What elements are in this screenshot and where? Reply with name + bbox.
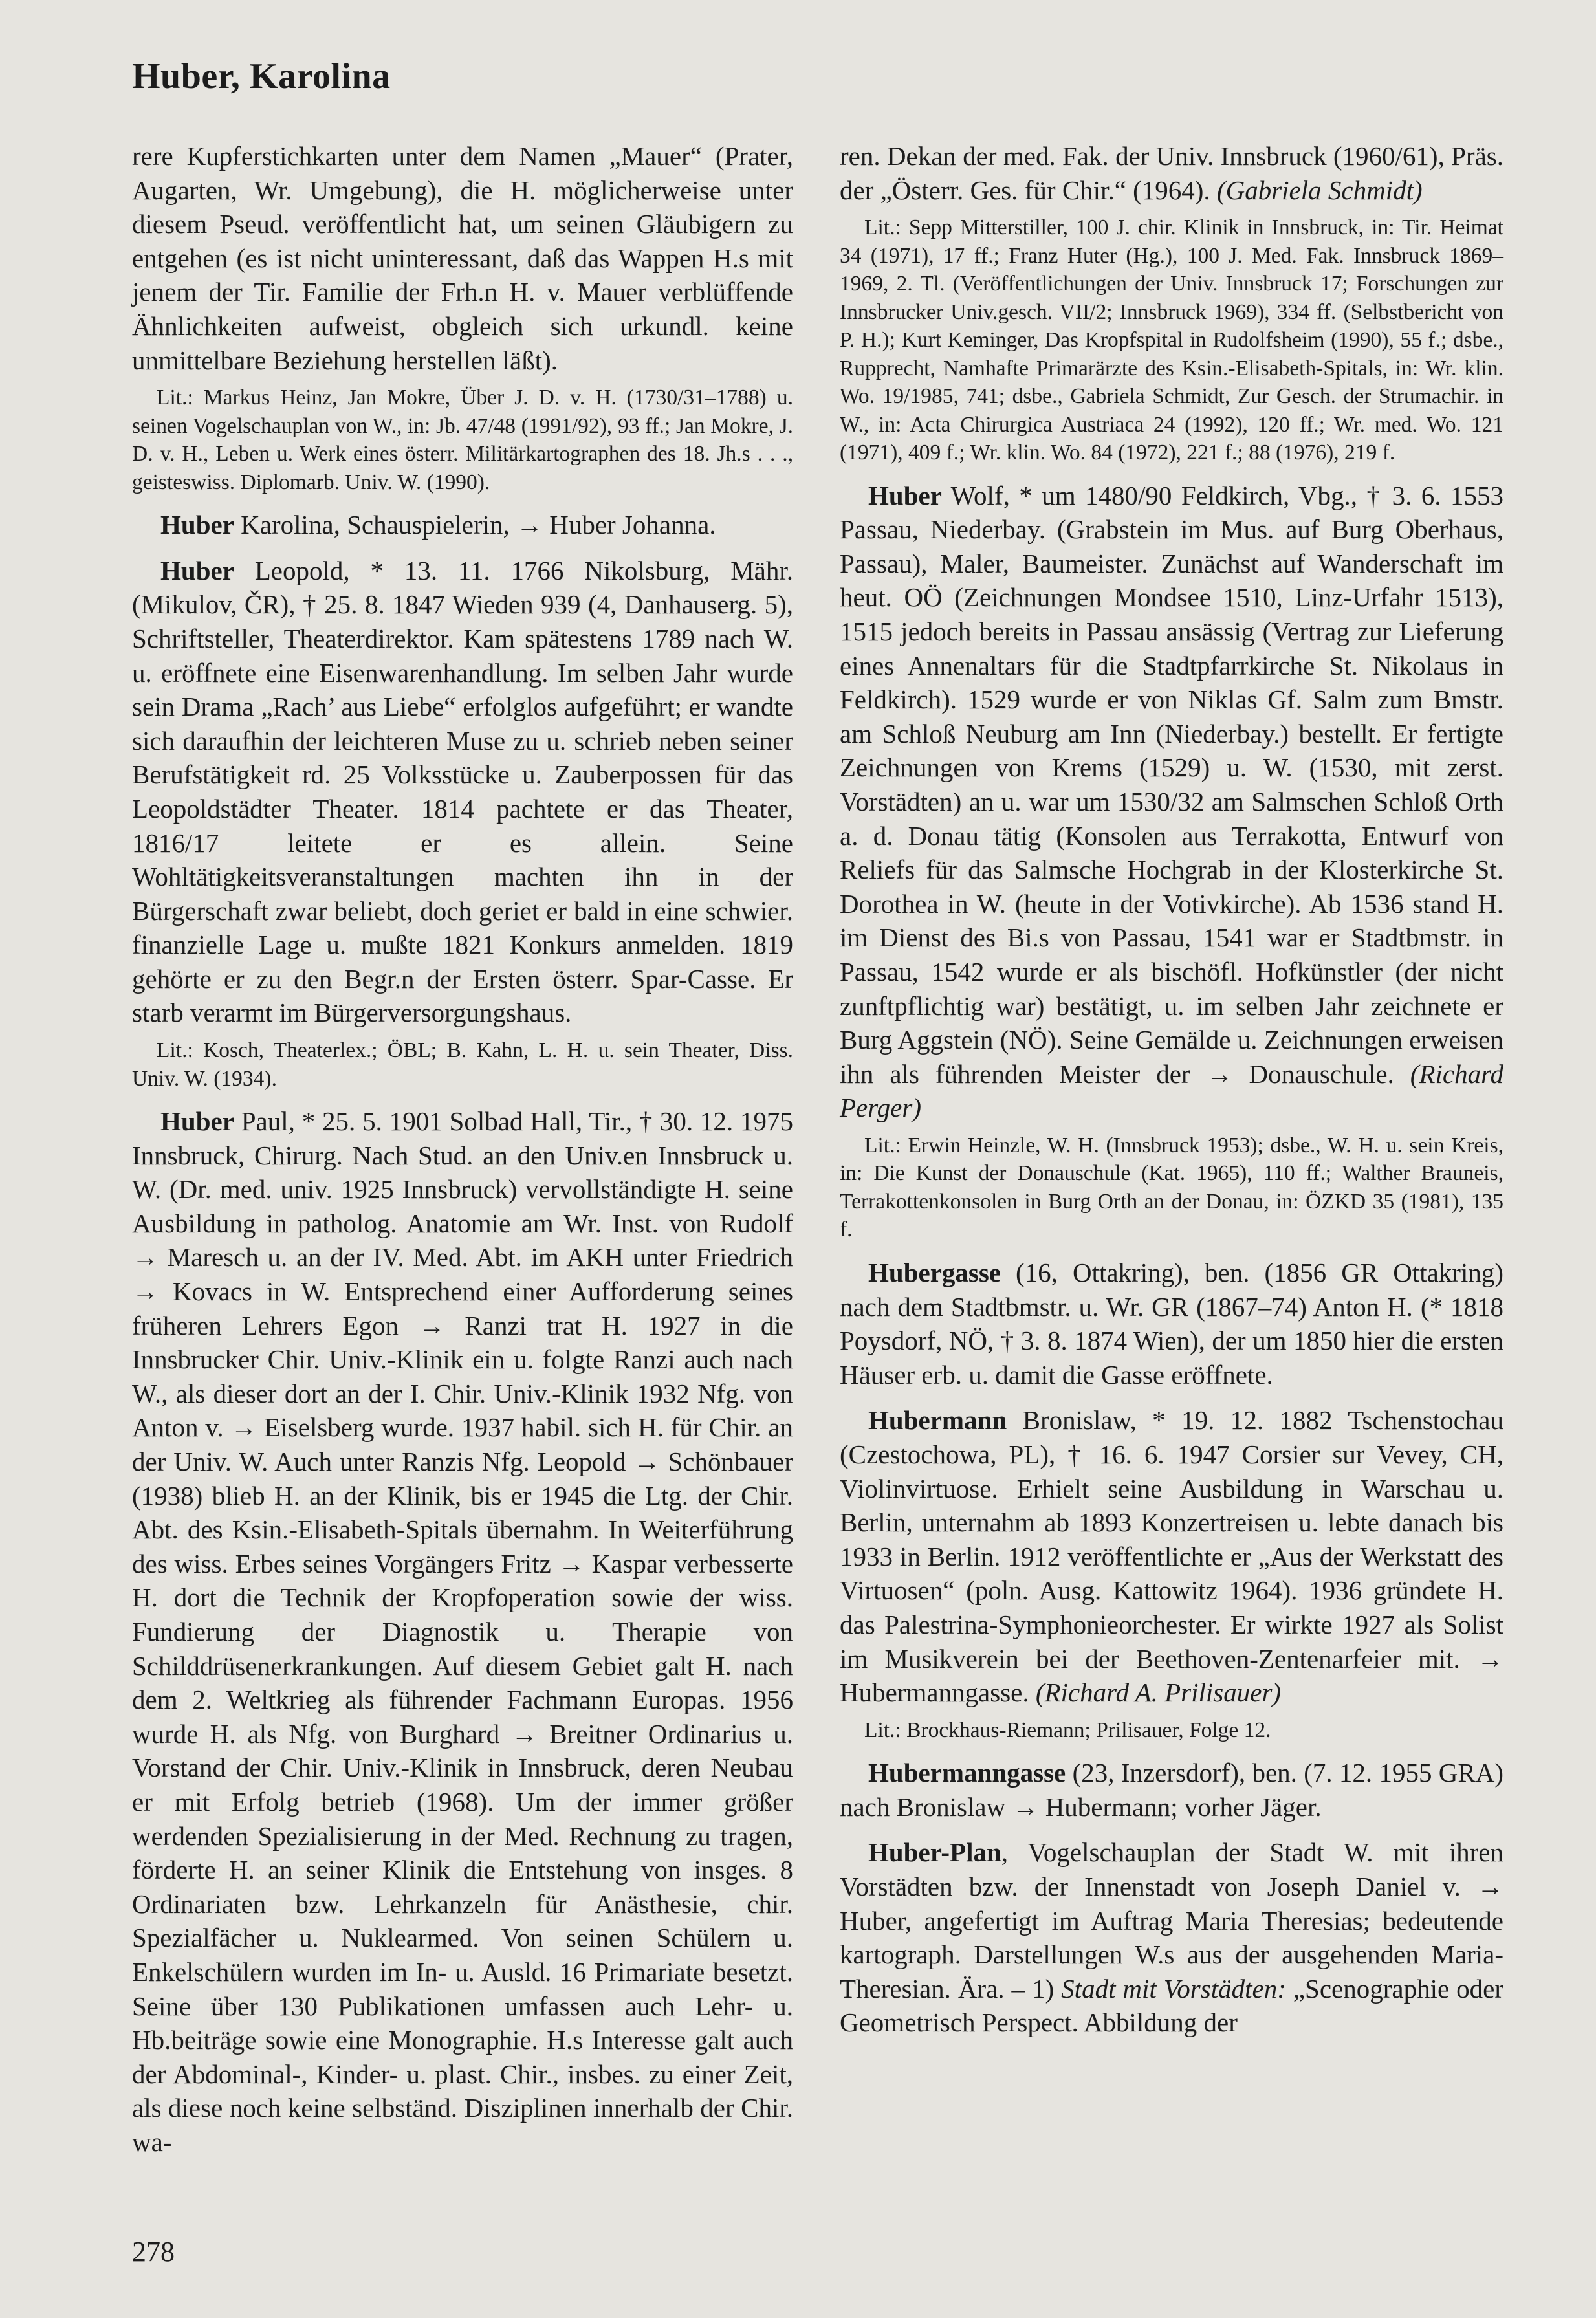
entry-text: ren. Dekan der med. Fak. der Univ. Innsbruck (1960/61), Präs. der „Österr. Ges. für Chir.“ (1964). xyxy=(840,141,1503,205)
right-column xyxy=(840,139,1503,2040)
left-column xyxy=(132,139,793,2159)
entry-headword: Hubergasse xyxy=(868,1257,1001,1287)
entry-huber-leopold xyxy=(132,554,793,1030)
literature-note: Lit.: Kosch, Theaterlex.; ÖBL; B. Kahn, L. H. u. sein Theater, Diss. Univ. W. (1934). xyxy=(132,1038,793,1091)
entry-text: , Vogelschauplan der Stadt W. mit ihren Vorstädten bzw. der Innenstadt von Joseph Daniel v. → Huber, angefertigt im Auftrag Maria Theresias; bedeutende kartograph. Darstellungen W.s aus der ausgehenden Maria-Theresian. Ära. – 1) xyxy=(840,1837,1503,2004)
entry-headword: Huber xyxy=(160,1106,234,1137)
literature-note: Lit.: Erwin Heinzle, W. H. (Innsbruck 1953); dsbe., W. H. u. sein Kreis, in: Die Kunst der Donauschule (Kat. 1965), 110 ff.; Walther Brauneis, Terrakottenkonsolen in Burg Orth an der Donau, in: ÖZKD 35 (1981), 135 f. xyxy=(840,1133,1503,1242)
author-signature: (Richard Perger) xyxy=(840,1058,1504,1123)
literature-note: Lit.: Brockhaus-Riemann; Prilisauer, Folge 12. xyxy=(864,1718,1271,1742)
entry-text: Leopold, * 13. 11. 1766 Nikolsburg, Mähr. (Mikulov, ČR), † 25. 8. 1847 Wieden 939 (4, Danhauserg. 5), Schriftsteller, Theaterdirektor. Kam spätestens 1789 nach W. u. eröffnete eine Eisenwarenhandlung. Im selben Jahr wurde sein Drama „Rach’ aus Liebe“ erfolglos aufgeführt; er wandte sich daraufhin der leichteren Muse zu u. schrieb neben seiner Berufstätigkeit rd. 25 Volksstücke u. Zauberpossen für das Leopoldstädter Theater. 1814 pachtete er das Theater, 1816/17 leitete er es allein. Seine Wohltätigkeitsveranstaltungen machten ihn in der Bürgerschaft zwar beliebt, doch geriet er bald in eine schwier. finanzielle Lage u. mußte 1821 Konkurs anmelden. 1819 gehörte er zu den Begr.n der Ersten österr. Spar-Casse. Er starb verarmt im Bürgerversorgungshaus. xyxy=(132,555,793,1028)
entry-huber-wolf xyxy=(840,479,1503,1125)
entry-huber-paul xyxy=(132,1104,793,2159)
entry-text: Karolina, Schauspielerin, → Huber Johanna. xyxy=(234,510,716,540)
entry-hubermann xyxy=(840,1403,1503,1709)
entry-text: Paul, * 25. 5. 1901 Solbad Hall, Tir., † 30. 12. 1975 Innsbruck, Chirurg. Nach Stud. an den Univ.en Innsbruck u. W. (Dr. med. univ. 1925 Innsbruck) vervollständigte H. seine Ausbildung in patholog. Anatomie am Wr. Inst. von Rudolf → Maresch u. an der IV. Med. Abt. im AKH unter Friedrich → Kovacs in W. Entsprechend einer Aufforderung seines früheren Lehrers Egon → Ranzi trat H. 1927 in die Innsbrucker Chir. Univ.-Klinik ein u. folgte Ranzi auch nach W., als dieser dort an der I. Chir. Univ.-Klinik 1932 Nfg. von Anton v. → Eiselsberg wurde. 1937 habil. sich H. für Chir. an der Univ. W. Auch unter Ranzis Nfg. Leopold → Schönbauer (1938) blieb H. an der Klinik, bis er 1945 die Ltg. der Chir. Abt. des Ksin.-Elisabeth-Spitals übernahm. In Weiterführung des wiss. Erbes seines Vorgängers Fritz → Kaspar verbesserte H. dort die Technik der Kropfoperation sowie der wiss. Fundierung der Diagnostik u. Therapie von Schilddrüsenerkrankungen. Auf diesem Gebiet galt H. nach dem 2. Weltkrieg als führender Fachmann Europas. 1956 wurde H. als Nfg. von Burghard → Breitner Ordinarius u. Vorstand der Chir. Univ.-Klinik in Innsbruck, deren Neubau er mit Erfolg betrieb (1968). Um der immer größer werdenden Spezialisierung in der Med. Rechnung zu tragen, förderte H. an seiner Klinik die Entstehung von insges. 8 Ordinariaten bzw. Lehrkanzeln für Anästhesie, chir. Spezialfächer u. Nuklearmed. Von seinen Schülern u. Enkelschülern wurden im In- u. Ausld. 16 Primariate besetzt. Seine über 130 Publikationen umfassen auch Lehr- u. Hb.beiträge sowie eine Monographie. H.s Interesse galt auch der Abdominal-, Kinder- u. plast. Chir., insbes. zu einer Zeit, als diese noch keine selbständ. Disziplinen innerhalb der Chir. wa- xyxy=(132,1106,793,2157)
entry-huber-plan xyxy=(840,1835,1503,2040)
entry-headword: Huber xyxy=(868,480,942,510)
entry-text: (23, Inzersdorf), ben. (7. 12. 1955 GRA) nach Bronislaw → Hubermann; vorher Jäger. xyxy=(840,1758,1503,1822)
entry-headword: Huber xyxy=(160,555,234,585)
entry-headword: Hubermann xyxy=(868,1405,1007,1436)
entry-continuation: rere Kupferstichkarten unter dem Namen „Mauer“ (Prater, Augarten, Wr. Umgebung), die H. möglicherweise unter diesem Pseud. veröffentlicht hat, um seinen Gläubigern zu entgehen (es ist nicht uninteressant, daß das Wappen H.s mit jenem der Tir. Familie der Frh.n H. v. Mauer verblüffende Ähnlichkeiten aufweist, obgleich sich urkundl. keine unmittelbare Beziehung herstellen läßt). xyxy=(132,141,793,375)
entry-text: Bronislaw, * 19. 12. 1882 Tschenstochau (Czestochowa, PL), † 16. 6. 1947 Corsier sur Vevey, CH, Violinvirtuose. Erhielt seine Ausbildung in Warschau u. Berlin, unternahm ab 1893 Konzertreisen u. lebte danach bis 1933 in Berlin. 1912 veröffentlichte er „Aus der Werkstatt des Virtuosen“ (poln. Ausg. Kattowitz 1964). 1936 gründete H. das Palestrina-Symphonieorchester. Er wirkte 1927 als Solist im Musikverein bei der Beethoven-Zentenarfeier mit. → Hubermanngasse. xyxy=(840,1405,1503,1708)
page-number: 278 xyxy=(132,2236,175,2268)
entry-text: „Scenographie oder Geometrisch Perspect. Abbildung der xyxy=(840,1973,1504,2038)
entry-continuation xyxy=(840,139,1503,207)
entry-headword: Hubermanngasse xyxy=(868,1758,1066,1788)
author-signature: (Richard A. Prilisauer) xyxy=(1035,1678,1282,1708)
section-subtitle: Stadt mit Vorstädten: xyxy=(1061,1973,1286,2004)
entry-hubergasse xyxy=(840,1256,1503,1392)
literature-note: Lit.: Sepp Mitterstiller, 100 J. chir. Klinik in Innsbruck, in: Tir. Heimat 34 (1971), 17 ff.; Franz Huter (Hg.), 100 J. Med. Fak. Innsbruck 1869–1969, 2. Tl. (Veröffentlichungen der Univ. Innsbruck 17; Forschungen zur Innsbrucker Univ.gesch. VII/2; Innsbruck 1969), 334 ff. (Selbstbericht von P. H.); Kurt Keminger, Das Kropfspital in Rudolfsheim (1990), 55 f.; dsbe., Rupprecht, Namhafte Primarärzte des Ksin.-Elisabeth-Spitals, in: Wr. klin. Wo. 19/1985, 741; dsbe., Gabriela Schmidt, Zur Gesch. der Strumachir. in W., in: Acta Chirurgica Austriaca 24 (1992), 120 ff.; Wr. med. Wo. 121 (1971), 409 f.; Wr. klin. Wo. 84 (1972), 221 f.; 88 (1976), 219 f. xyxy=(840,215,1503,465)
running-head: Huber, Karolina xyxy=(132,56,391,96)
entry-headword: Huber-Plan xyxy=(868,1837,1001,1868)
entry-hubermanngasse xyxy=(840,1756,1503,1824)
author-signature: (Gabriela Schmidt) xyxy=(1216,175,1423,205)
entry-text: Wolf, * um 1480/90 Feldkirch, Vbg., † 3. 6. 1553 Passau, Niederbay. (Grabstein im Mus. auf Burg Oberhaus, Passau), Maler, Baumeister. Zunächst auf Wanderschaft im heut. OÖ (Zeichnungen Mondsee 1510, Linz-Urfahr 1513), 1515 jedoch bereits in Passau ansässig (Vertrag zur Lieferung eines Annenaltars für die Stadtpfarrkirche St. Nikolaus in Feldkirch). 1529 wurde er von Niklas Gf. Salm zum Bmstr. am Schloß Neuburg am Inn (Niederbay.) bestellt. Er fertigte Zeichnungen von Krems (1529) u. W. (1530, mit zerst. Vorstädten) an u. war um 1530/32 am Salmschen Schloß Orth a. d. Donau tätig (Konsolen aus Terrakotta, Entwurf von Reliefs für das Salmsche Hochgrab in der Klosterkirche St. Dorothea in W. (heute in der Votivkirche). Ab 1536 stand H. im Dienst des Bi.s von Passau, 1541 war er Stadtbmstr. in Passau, 1542 wurde er als bischöfl. Hofkünstler (der nicht zunftpflichtig war) bestätigt, u. im selben Jahr zeichnete er Burg Aggstein (NÖ). Seine Gemälde u. Zeichnungen erweisen ihn als führenden Meister der → Donauschule. xyxy=(840,480,1503,1089)
entry-text: (16, Ottakring), ben. (1856 GR Ottakring) nach dem Stadtbmstr. u. Wr. GR (1867–74) Anton H. (* 1818 Poysdorf, NÖ, † 3. 8. 1874 Wien), der um 1850 hier die ersten Häuser erb. u. damit die Gasse eröffnete. xyxy=(840,1257,1503,1390)
literature-note: Lit.: Markus Heinz, Jan Mokre, Über J. D. v. H. (1730/31–1788) u. seinen Vogelschauplan von W., in: Jb. 47/48 (1991/92), 93 ff.; Jan Mokre, J. D. v. H., Leben u. Werk eines österr. Militärkartographen des 18. Jh.s . . ., geisteswiss. Diplomarb. Univ. W. (1990). xyxy=(132,386,793,494)
entry-huber-karolina xyxy=(132,508,793,542)
entry-headword: Huber xyxy=(160,510,234,540)
